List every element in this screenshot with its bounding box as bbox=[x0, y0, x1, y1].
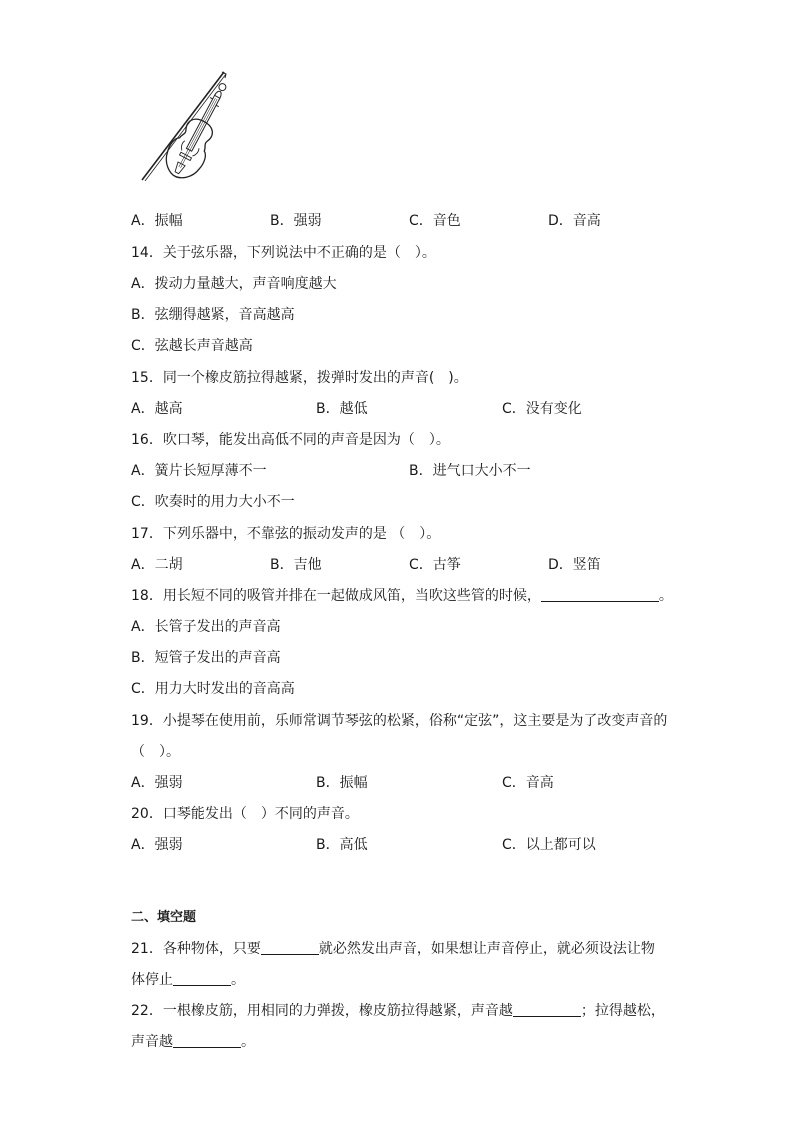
q14-option-c: C．弦越长声音越高 bbox=[131, 338, 253, 354]
q22-text-2: ；拉得越松， bbox=[580, 1003, 665, 1019]
q18-option-b: B．短管子发出的声音高 bbox=[131, 650, 281, 666]
q19-stem-line2: （ ）。 bbox=[131, 744, 180, 760]
q18-stem-end: 。 bbox=[658, 588, 673, 604]
q13-option-b: B．强弱 bbox=[270, 213, 322, 229]
q16-stem: 16．吹口琴，能发出高低不同的声音是因为（ ）。 bbox=[131, 432, 450, 448]
q19-option-a: A．强弱 bbox=[131, 775, 183, 791]
q18-stem bbox=[131, 586, 673, 606]
q22-line1 bbox=[131, 1001, 665, 1021]
q21-line2 bbox=[131, 970, 245, 990]
q16-option-c: C．吹奏时的用力大小不一 bbox=[131, 494, 295, 510]
q13-option-c: C．音色 bbox=[409, 213, 461, 229]
q14-option-b: B．弦绷得越紧，音高越高 bbox=[131, 307, 295, 323]
q21-text-3: 体停止 bbox=[131, 972, 173, 988]
q21-blank-2[interactable] bbox=[173, 971, 231, 986]
q21-text-2: 就必然发出声音，如果想让声音停止，就必须设法让物 bbox=[318, 941, 655, 957]
q22-line2 bbox=[131, 1032, 255, 1052]
q13-option-d: D．音高 bbox=[548, 213, 601, 229]
q17-option-d: D．竖笛 bbox=[548, 557, 601, 573]
q13-option-a: A．振幅 bbox=[131, 213, 183, 229]
q17-option-a: A．二胡 bbox=[131, 557, 183, 573]
q14-stem: 14．关于弦乐器，下列说法中不正确的是（ ）。 bbox=[131, 245, 436, 261]
q20-stem: 20．口琴能发出（ ）不同的声音。 bbox=[131, 806, 359, 822]
q17-stem: 17．下列乐器中，不靠弦的振动发声的是 （ ）。 bbox=[131, 526, 441, 542]
q15-option-a: A．越高 bbox=[131, 401, 183, 417]
q20-option-c: C．以上都可以 bbox=[502, 837, 596, 853]
q19-stem-line1: 19．小提琴在使用前，乐师常调节琴弦的松紧，俗称“定弦”，这主要是为了改变声音的 bbox=[131, 713, 668, 729]
q15-option-b: B．越低 bbox=[316, 401, 368, 417]
q22-blank-2[interactable] bbox=[173, 1033, 241, 1048]
q15-stem: 15．同一个橡皮筋拉得越紧，拨弹时发出的声音( )。 bbox=[131, 370, 468, 386]
q21-text-4: 。 bbox=[231, 972, 245, 988]
q19-option-c: C．音高 bbox=[502, 775, 554, 791]
q16-option-a: A．簧片长短厚薄不一 bbox=[131, 463, 267, 479]
q21-line1 bbox=[131, 939, 655, 959]
violin-illustration bbox=[138, 70, 228, 190]
q18-blank[interactable] bbox=[541, 587, 659, 602]
q20-option-a: A．强弱 bbox=[131, 837, 183, 853]
q22-text-4: 。 bbox=[241, 1034, 255, 1050]
q19-option-b: B．振幅 bbox=[316, 775, 368, 791]
section-title: 二、填空题 bbox=[131, 910, 197, 925]
q20-option-b: B．高低 bbox=[316, 837, 368, 853]
q21-text-1: 21．各种物体，只要 bbox=[131, 941, 261, 957]
q17-option-b: B．吉他 bbox=[270, 557, 322, 573]
q18-option-c: C．用力大时发出的音高高 bbox=[131, 681, 295, 697]
q18-stem-text: 18．用长短不同的吸管并排在一起做成风笛，当吹这些管的时候， bbox=[131, 588, 541, 604]
q22-text-1: 22．一根橡皮筋，用相同的力弹拨，橡皮筋拉得越紧，声音越 bbox=[131, 1003, 513, 1019]
q21-blank-1[interactable] bbox=[261, 940, 319, 955]
q22-text-3: 声音越 bbox=[131, 1034, 173, 1050]
q14-option-a: A．拨动力量越大，声音响度越大 bbox=[131, 276, 337, 292]
q16-option-b: B．进气口大小不一 bbox=[409, 463, 531, 479]
q18-option-a: A．长管子发出的声音高 bbox=[131, 619, 281, 635]
q17-option-c: C．古筝 bbox=[409, 557, 461, 573]
q22-blank-1[interactable] bbox=[513, 1002, 581, 1017]
q15-option-c: C．没有变化 bbox=[502, 401, 582, 417]
